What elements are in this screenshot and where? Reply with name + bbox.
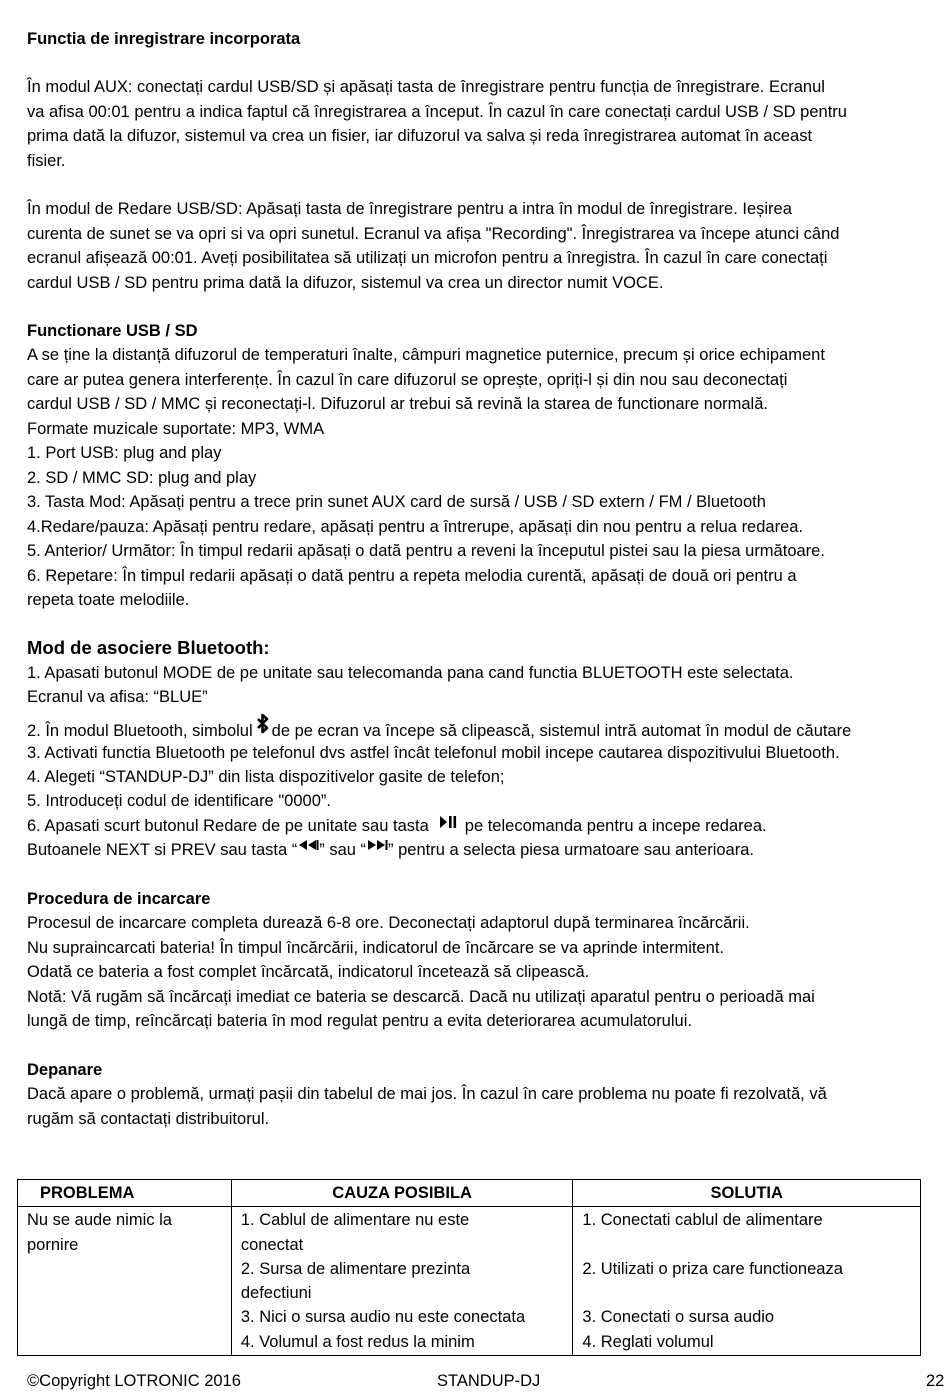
bluetooth-step-4: 4. Alegeti “STANDUP-DJ” din lista dispozitivelor gasite de telefon; xyxy=(27,768,505,786)
charging-body: Procesul de incarcare completa durează 6-8 ore. Deconectați adaptorul după terminarea încărcării. Nu supraincarcati bateria! În timpul încărcării, indicatorul de încărcare se va aprinde intermitent. Odată ce bateria a fost complet încărcată, indicatorul încetează să clipească. Notă: Vă rugăm să încărcați imediat ce bateria se descarcă. Dacă nu utilizați aparatul pentru o perioadă mai lungă de timp, reîncărcați bateria în mod regulat pentru a evita deteriorarea acumulatorului. xyxy=(27,914,815,1030)
bluetooth-step-6-text-b: pe telecomanda pentru a incepe redarea. xyxy=(464,817,767,835)
play-pause-icon xyxy=(439,812,457,836)
bluetooth-step-6-text-a: 6. Apasati scurt butonul Redare de pe unitate sau tasta xyxy=(27,817,429,835)
table-header-cause: CAUZA POSIBILA xyxy=(231,1180,573,1207)
next-prev-text-b: ” sau “ xyxy=(319,841,367,859)
bluetooth-next-prev-note xyxy=(27,838,754,863)
section-title-bluetooth: Mod de asociere Bluetooth: xyxy=(27,637,270,658)
table-header-row xyxy=(18,1180,921,1207)
table-cell-cause: 1. Cablul de alimentare nu este conectat 2. Sursa de alimentare prezinta defectiuni 3. Nici o sursa audio nu este conectata 4. Volumul a fost redus la minim xyxy=(231,1207,573,1356)
table-cell-problem: Nu se aude nimic la pornire xyxy=(18,1207,232,1356)
bluetooth-step-3: 3. Activati functia Bluetooth pe telefonul dvs astfel încât telefonul mobil incepe cautarea dispozitivului Bluetooth. xyxy=(27,744,840,762)
footer-model: STANDUP-DJ xyxy=(437,1372,541,1390)
table-header-problem: PROBLEMA xyxy=(18,1180,232,1207)
troubleshooting-table xyxy=(17,1179,921,1356)
troubleshooting-intro: Dacă apare o problemă, urmați pașii din tabelul de mai jos. În cazul în care problema nu poate fi rezolvată, vă rugăm să contactați distribuitorul. xyxy=(27,1085,827,1128)
footer-page-number: 22 xyxy=(926,1372,945,1390)
bluetooth-icon xyxy=(256,713,270,742)
section-title-charging: Procedura de incarcare xyxy=(27,890,211,908)
section-title-usb-sd: Functionare USB / SD xyxy=(27,322,198,340)
bluetooth-step-1: 1. Apasati butonul MODE de pe unitate sau telecomanda pana cand functia BLUETOOTH este selectata. xyxy=(27,664,794,682)
footer-copyright: ©Copyright LOTRONIC 2016 xyxy=(27,1372,241,1390)
previous-track-icon xyxy=(297,833,319,857)
section-title-troubleshooting: Depanare xyxy=(27,1061,103,1079)
bluetooth-display-note: Ecranul va afisa: “BLUE” xyxy=(27,688,208,706)
table-cell-solution: 1. Conectati cablul de alimentare 2. Utilizati o priza care functioneaza 3. Conectati o sursa audio 4. Reglati volumul xyxy=(573,1207,921,1356)
recording-aux-paragraph: În modul AUX: conectați cardul USB/SD și apăsați tasta de înregistrare pentru funcția de înregistrare. Ecranul va afisa 00:01 pentru a indica faptul că înregistrarea a început. În cazul în care conectați cardul USB / SD pentru prima dată la difuzor, sistemul va crea un fisier, iar difuzorul va salva și reda înregistrarea automat în aceast fisier. xyxy=(27,78,847,170)
bluetooth-step-2-text-b: de pe ecran va începe să clipească, sistemul intră automat în modul de căutare xyxy=(271,721,852,740)
table-row xyxy=(18,1207,921,1356)
bluetooth-step-2-text-a: 2. În modul Bluetooth, simbolul xyxy=(27,721,253,740)
bluetooth-step-5: 5. Introduceți codul de identificare "0000”. xyxy=(27,792,331,810)
next-prev-text-c: ” pentru a selecta piesa urmatoare sau anterioara. xyxy=(388,841,754,859)
table-header-solution: SOLUTIA xyxy=(573,1180,921,1207)
next-track-icon xyxy=(366,833,388,857)
section-title-recording: Functia de inregistrare incorporata xyxy=(27,30,301,48)
bluetooth-step-6 xyxy=(27,814,767,839)
next-prev-text-a: Butoanele NEXT si PREV sau tasta “ xyxy=(27,841,298,859)
recording-usb-paragraph: În modul de Redare USB/SD: Apăsați tasta de înregistrare pentru a intra în modul de înregistrare. Ieșirea curenta de sunet se va opri si va opri sunetul. Ecranul va afișa "Recording". Înregistrarea va începe atunci când ecranul afișează 00:01. Aveți posibilitatea să utilizați un microfon pentru a înregistra. În cazul în care conectați cardul USB / SD pentru prima dată la difuzor, sistemul va crea un director numit VOCE. xyxy=(27,200,840,292)
usb-sd-body: A se ține la distanță difuzorul de temperaturi înalte, câmpuri magnetice puternice, precum și orice echipament care ar putea genera interferențe. În cazul în care difuzorul se oprește, opriți-l și din nou sau deconectați cardul USB / SD / MMC și reconectați-l. Difuzorul ar trebui să revină la starea de functionare normală. Formate muzicale suportate: MP3, WMA 1. Port USB: plug and play 2. SD / MMC SD: plug and play 3. Tasta Mod: Apăsați pentru a trece prin sunet AUX card de sursă / USB / SD extern / FM / Bluetooth 4.Redare/pauza: Apăsați pentru redare, apăsați pentru a întrerupe, apăsați din nou pentru a relua redarea. 5. Anterior/ Următor: În timpul redarii apăsați o dată pentru a reveni la începutul pistei sau la piesa următoare. 6. Repetare: În timpul redarii apăsați o dată pentru a repeta melodia curentă, apăsați de două ori pentru a repeta toate melodiile. xyxy=(27,346,825,609)
